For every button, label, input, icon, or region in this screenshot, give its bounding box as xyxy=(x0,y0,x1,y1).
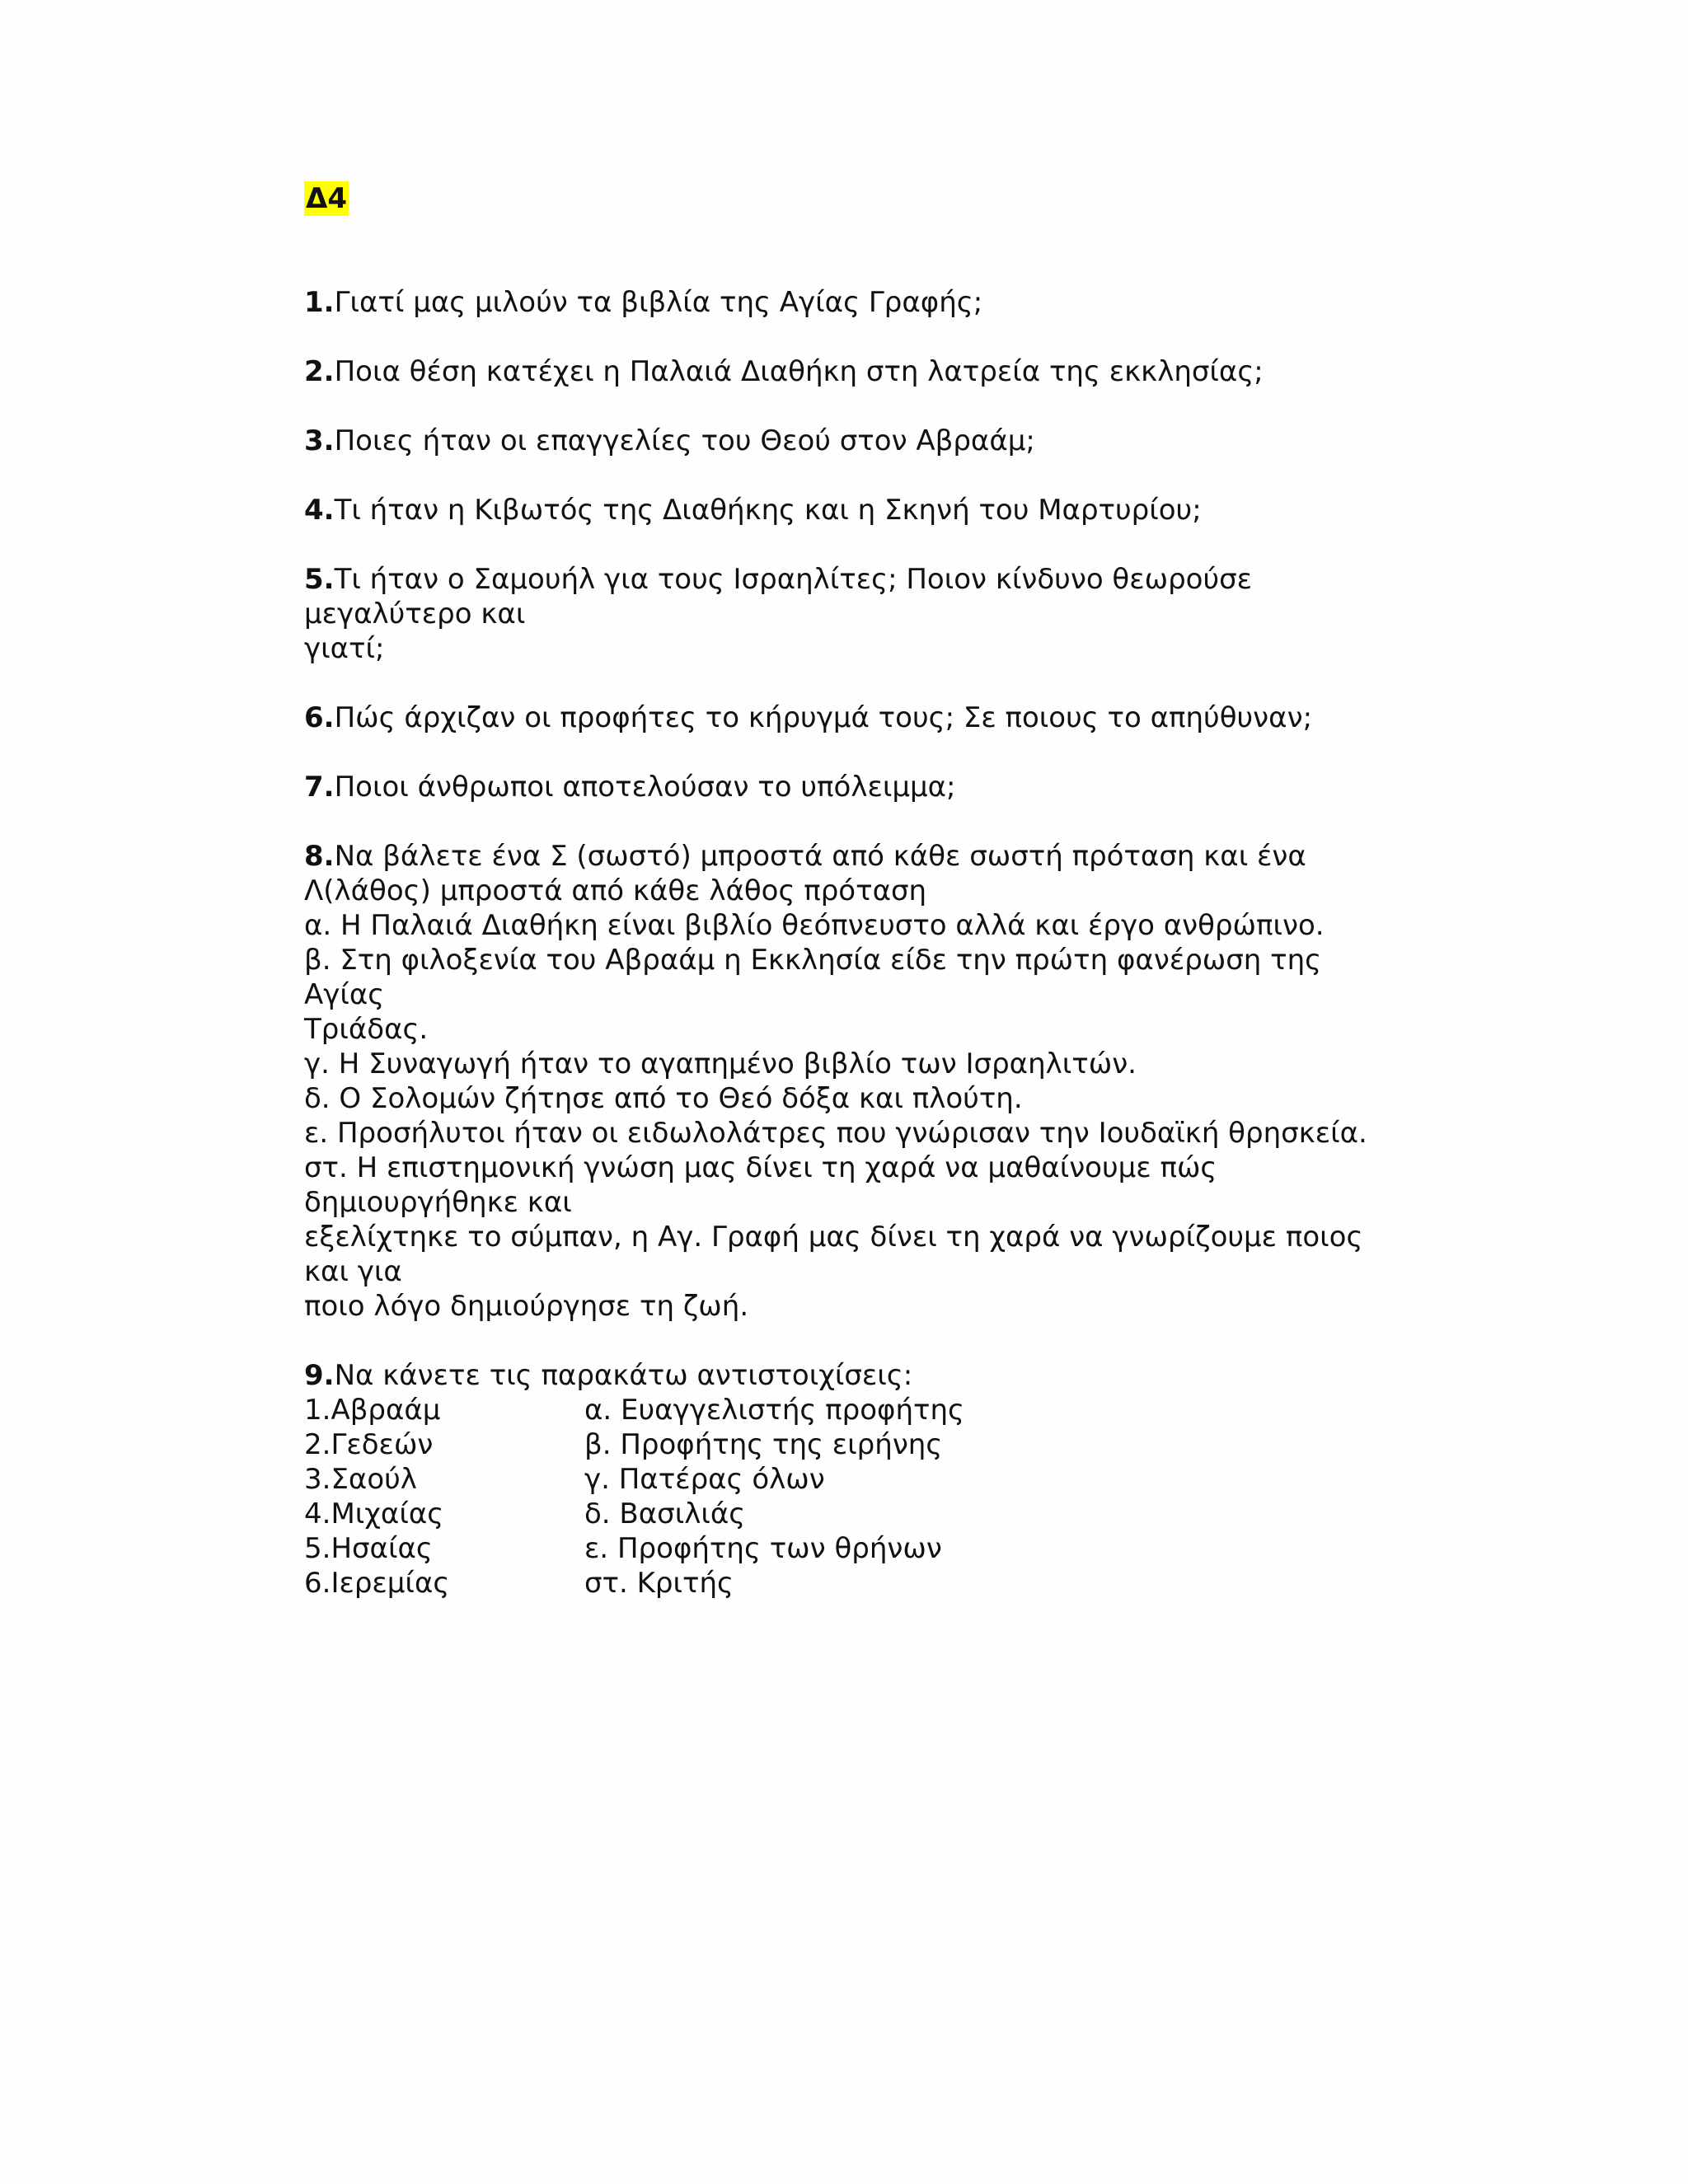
matching-right-item: α. Ευαγγελιστής προφήτης xyxy=(584,1394,964,1427)
matching-row xyxy=(304,1566,1392,1601)
matching-right-item: ε. Προφήτης των θρήνων xyxy=(584,1532,942,1565)
matching-right-item: στ. Κριτής xyxy=(584,1567,734,1600)
statement-line: α. Η Παλαιά Διαθήκη είναι βιβλίο θεόπνευστο αλλά και έργο ανθρώπινο. xyxy=(304,909,1325,942)
question-9 xyxy=(304,1358,1392,1601)
question-number: 5. xyxy=(304,563,335,596)
question-3 xyxy=(304,424,1392,458)
question-text-line-2: γιατί; xyxy=(304,632,385,665)
matching-left-item: 4.Μιχαίας xyxy=(304,1497,444,1530)
question-text-line-2: Λ(λάθος) μπροστά από κάθε λάθος πρόταση xyxy=(304,874,927,907)
question-text: Τι ήταν η Κιβωτός της Διαθήκης και η Σκηνή του Μαρτυρίου; xyxy=(334,494,1202,527)
question-number: 6. xyxy=(304,701,335,734)
matching-left-item: 5.Ησαίας xyxy=(304,1532,433,1565)
matching-left-item: 2.Γεδεών xyxy=(304,1428,434,1461)
statement-line: γ. Η Συναγωγή ήταν το αγαπημένο βιβλίο των Ισραηλιτών. xyxy=(304,1047,1137,1080)
matching-right-item: β. Προφήτης της ειρήνης xyxy=(584,1428,943,1461)
matching-left-item: 6.Ιερεμίας xyxy=(304,1567,450,1600)
question-number: 8. xyxy=(304,840,335,873)
matching-table xyxy=(304,1393,1392,1601)
question-4 xyxy=(304,493,1392,527)
statement-line: δ. Ο Σολομών ζήτησε από το Θεό δόξα και πλούτη. xyxy=(304,1082,1023,1115)
matching-row xyxy=(304,1497,1392,1531)
worksheet xyxy=(304,181,1392,1601)
question-6 xyxy=(304,701,1392,735)
question-2 xyxy=(304,354,1392,389)
matching-left-item: 3.Σαούλ xyxy=(304,1463,417,1496)
matching-row xyxy=(304,1393,1392,1427)
question-text: Γιατί μας μιλούν τα βιβλία της Αγίας Γραφής; xyxy=(334,286,983,319)
question-5 xyxy=(304,562,1392,666)
matching-right-item: γ. Πατέρας όλων xyxy=(584,1463,825,1496)
question-1 xyxy=(304,285,1392,320)
worksheet-heading xyxy=(304,181,1392,216)
matching-left-item: 1.Αβραάμ xyxy=(304,1394,441,1427)
question-8 xyxy=(304,839,1392,1324)
question-number: 2. xyxy=(304,355,335,388)
question-number: 4. xyxy=(304,494,335,527)
statement-line: στ. Η επιστημονική γνώση μας δίνει τη χαρά να μαθαίνουμε πώς δημιουργήθηκε και xyxy=(304,1151,1217,1219)
matching-row xyxy=(304,1531,1392,1566)
question-text: Ποια θέση κατέχει η Παλαιά Διαθήκη στη λατρεία της εκκλησίας; xyxy=(334,355,1264,388)
question-7 xyxy=(304,770,1392,804)
matching-right-item: δ. Βασιλιάς xyxy=(584,1497,746,1530)
statement-line: ποιο λόγο δημιούργησε τη ζωή. xyxy=(304,1290,749,1323)
question-text-line-1: Να βάλετε ένα Σ (σωστό) μπροστά από κάθε σωστή πρόταση και ένα xyxy=(334,840,1306,873)
heading-highlight: Δ4 xyxy=(306,182,347,215)
question-number: 9. xyxy=(304,1359,335,1392)
question-text: Ποιες ήταν οι επαγγελίες του Θεού στον Αβραάμ; xyxy=(334,424,1035,457)
question-number: 3. xyxy=(304,424,335,457)
question-text: Ποιοι άνθρωποι αποτελούσαν το υπόλειμμα; xyxy=(334,771,956,804)
question-text: Να κάνετε τις παρακάτω αντιστοιχίσεις: xyxy=(334,1359,913,1392)
question-number: 7. xyxy=(304,771,335,804)
statement-line: ε. Προσήλυτοι ήταν οι ειδωλολάτρες που γνώρισαν την Ιουδαϊκή θρησκεία. xyxy=(304,1117,1367,1150)
question-text-line-1: Τι ήταν ο Σαμουήλ για τους Ισραηλίτες; Ποιον κίνδυνο θεωρούσε μεγαλύτερο και xyxy=(304,563,1253,630)
question-text: Πώς άρχιζαν οι προφήτες το κήρυγμά τους; Σε ποιους το απηύθυναν; xyxy=(334,701,1313,734)
matching-row xyxy=(304,1427,1392,1462)
statement-line: εξελίχτηκε το σύμπαν, η Αγ. Γραφή μας δίνει τη χαρά να γνωρίζουμε ποιος και για xyxy=(304,1221,1363,1288)
statement-line: Τριάδας. xyxy=(304,1013,429,1046)
matching-row xyxy=(304,1462,1392,1497)
statement-line: β. Στη φιλοξενία του Αβραάμ η Εκκλησία είδε την πρώτη φανέρωση της Αγίας xyxy=(304,944,1322,1011)
question-number: 1. xyxy=(304,286,335,319)
